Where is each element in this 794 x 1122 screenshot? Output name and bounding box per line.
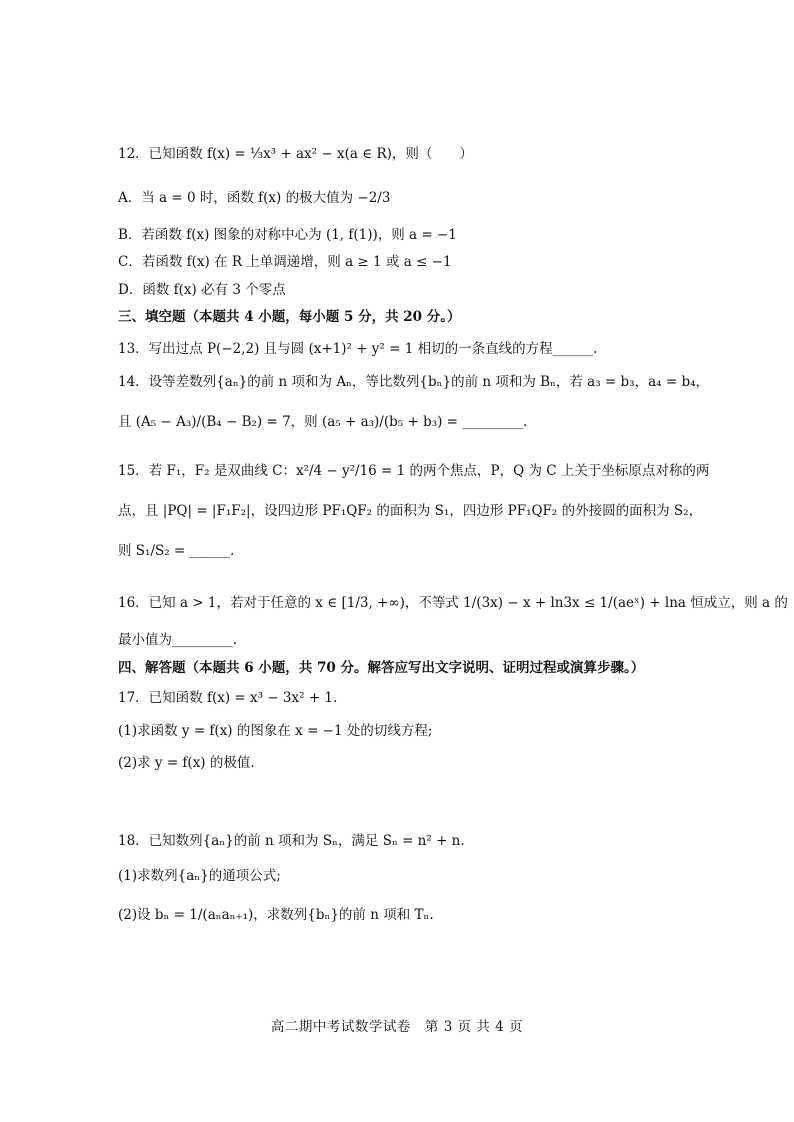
q12-option-d: D．函数 f(x) 必有 3 个零点 [118,282,286,298]
q18-stem: 18．已知数列{aₙ}的前 n 项和为 Sₙ，满足 Sₙ = n² + n. [118,833,465,849]
q15-line-1: 15．若 F₁，F₂ 是双曲线 C：x²/4 − y²/16 = 1 的两个焦点，P，Q 为 C 上关于坐标原点对称的两 [118,463,710,479]
page-footer: 高二期中考试数学试卷 第 3 页 共 4 页 [270,1019,524,1035]
q12-option-b: B．若函数 f(x) 图象的对称中心为 (1, f(1))，则 a = −1 [118,227,457,243]
q17-stem: 17．已知函数 f(x) = x³ − 3x² + 1. [118,690,338,706]
q16-line-2: 最小值为_________. [118,632,238,648]
q15-line-2: 点，且 |PQ| = |F₁F₂|，设四边形 PF₁QF₂ 的面积为 S₁，四边形 PF₁QF₂ 的外接圆的面积为 S₂， [118,503,703,519]
q14-line-1: 14．设等差数列{aₙ}的前 n 项和为 Aₙ，等比数列{bₙ}的前 n 项和为 Bₙ，若 a₃ = b₃，a₄ = b₄， [118,374,709,390]
q14-line-2: 且 (A₅ − A₃)/(B₄ − B₂) = 7，则 (a₅ + a₃)/(b₅ + b₃) = _________. [118,414,528,430]
section-4-heading: 四、解答题（本题共 6 小题，共 70 分。解答应写出文字说明、证明过程或演算步骤。） [118,660,645,676]
q13-text: 13．写出过点 P(−2,2) 且与圆 (x+1)² + y² = 1 相切的一条直线的方程______. [118,341,598,357]
section-3-heading: 三、填空题（本题共 4 小题，每小题 5 分，共 20 分。） [118,309,461,325]
q18-part-1: (1)求数列{aₙ}的通项公式; [118,868,281,884]
q12-option-a: A．当 a = 0 时，函数 f(x) 的极大值为 −2/3 [118,190,391,206]
q17-part-2: (2)求 y = f(x) 的极值. [118,755,255,771]
q16-line-1: 16．已知 a > 1，若对于任意的 x ∈ [1/3, +∞)，不等式 1/(3x) − x + ln3x ≤ 1/(aeˣ) + lna 恒成立，则 a 的 [118,595,788,611]
q15-line-3: 则 S₁/S₂ = ______. [118,543,235,559]
q12-stem: 12．已知函数 f(x) = ⅓x³ + ax² − x(a ∈ R)，则（ ） [118,146,473,162]
q12-option-c: C．若函数 f(x) 在 R 上单调递增，则 a ≥ 1 或 a ≤ −1 [118,254,452,270]
q17-part-1: (1)求函数 y = f(x) 的图象在 x = −1 处的切线方程; [118,723,433,739]
q18-part-2: (2)设 bₙ = 1/(aₙaₙ₊₁)，求数列{bₙ}的前 n 项和 Tₙ. [118,907,434,923]
